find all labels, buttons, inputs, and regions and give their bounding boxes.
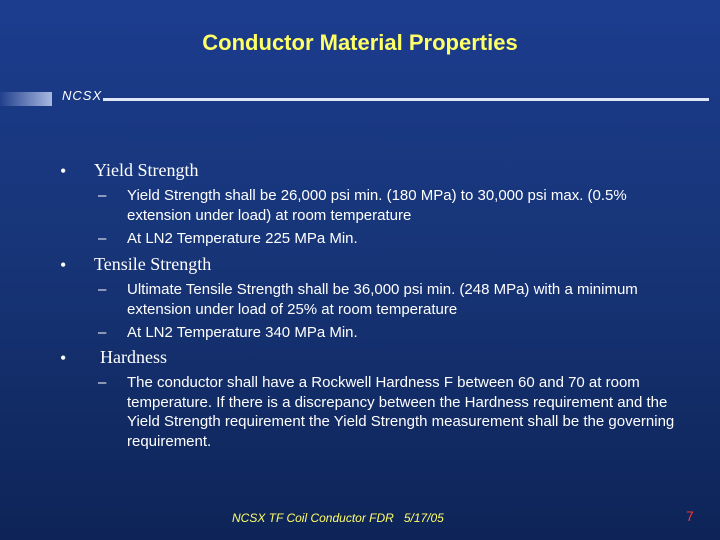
bullet-heading-hardness: Hardness bbox=[100, 347, 167, 367]
bullet-icon: • bbox=[60, 348, 67, 368]
brand-gradient-bar bbox=[0, 92, 52, 106]
dash-icon: – bbox=[98, 374, 107, 391]
sub-item-tensile-ln2: At LN2 Temperature 340 MPa Min. bbox=[127, 324, 358, 341]
sub-item-yield-room-temp: Yield Strength shall be 26,000 psi min. (180 MPa) to 30,000 psi max. (0.5% extension under load) at room temperature bbox=[127, 187, 627, 224]
sub-item-tensile-room-temp: Ultimate Tensile Strength shall be 36,000 psi min. (248 MPa) with a minimum extension under load of 25% at room temperature bbox=[127, 281, 638, 318]
footer-text: NCSX TF Coil Conductor FDR 5/17/05 bbox=[232, 511, 444, 525]
sub-item-hardness: The conductor shall have a Rockwell Hardness F between 60 and 70 at room temperature. If there is a discrepancy between the Hardness requirement and the Yield Strength requirement the Yield Strength measurement shall be the governing requirement. bbox=[127, 374, 675, 450]
header-rule bbox=[103, 98, 709, 101]
bullet-icon: • bbox=[60, 255, 67, 275]
slide-title: Conductor Material Properties bbox=[202, 30, 518, 55]
bullet-icon: • bbox=[60, 161, 67, 181]
dash-icon: – bbox=[98, 230, 107, 247]
dash-icon: – bbox=[98, 187, 107, 204]
page-number: 7 bbox=[686, 508, 694, 524]
dash-icon: – bbox=[98, 324, 107, 341]
bullet-heading-yield-strength: Yield Strength bbox=[94, 160, 199, 180]
brand-label: NCSX bbox=[62, 88, 103, 103]
sub-item-yield-ln2: At LN2 Temperature 225 MPa Min. bbox=[127, 230, 358, 247]
dash-icon: – bbox=[98, 281, 107, 298]
bullet-heading-tensile-strength: Tensile Strength bbox=[94, 254, 212, 274]
